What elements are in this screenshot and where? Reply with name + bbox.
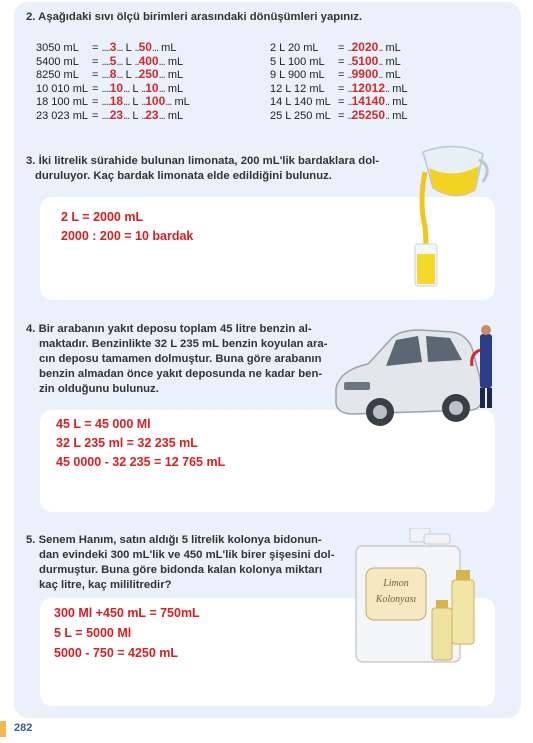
- equals-sign: =: [92, 82, 99, 95]
- liter-unit: L: [132, 96, 139, 109]
- dots: ...: [123, 96, 130, 109]
- dots: ..: [385, 96, 390, 109]
- q5-answer-line-2: 5 L = 5000 Ml: [54, 626, 132, 640]
- dots: ..: [378, 42, 383, 54]
- dots: ..: [378, 55, 383, 68]
- given-value: 12 L 12 mL: [270, 82, 325, 95]
- milliliter-unit: mL: [385, 42, 401, 54]
- answer-blank[interactable]: ....: [101, 96, 110, 109]
- dots: ...: [116, 69, 123, 82]
- q3-number: 3.: [26, 155, 36, 167]
- dots: ...: [165, 96, 172, 109]
- milliliter-unit: mL: [174, 96, 190, 109]
- liter-answer: 10: [109, 80, 124, 95]
- q5-answer-line-3: 5000 - 750 = 4250 mL: [54, 646, 179, 660]
- milliliter-answer: 2020: [351, 40, 379, 54]
- given-value: 23 023 mL: [36, 110, 88, 122]
- dots: ...: [158, 110, 165, 122]
- dots: ..: [385, 110, 390, 122]
- dots: ...: [158, 69, 165, 82]
- liter-answer: 18: [109, 94, 124, 109]
- q5-answer-line-1: 300 Ml +450 mL = 750mL: [54, 606, 200, 620]
- milliliter-answer: 5100: [351, 53, 379, 68]
- dots: ...: [151, 42, 159, 54]
- q2-right-row: [270, 82, 407, 96]
- milliliter-unit: mL: [392, 82, 408, 95]
- q2-left-row: [36, 109, 183, 123]
- answer-blank[interactable]: ..: [347, 110, 352, 122]
- milliliter-unit: mL: [385, 55, 401, 68]
- page-number: 282: [14, 722, 33, 734]
- dots: ...: [123, 110, 130, 122]
- equals-sign: =: [338, 69, 345, 82]
- given-value: 18 100 mL: [36, 96, 88, 109]
- given-value: 9 L 900 mL: [270, 69, 325, 82]
- answer-blank[interactable]: ....: [101, 69, 110, 82]
- milliliter-answer: 50: [138, 40, 152, 54]
- milliliter-unit: mL: [167, 82, 184, 95]
- q5-line-1: Senem Hanım, satın aldığı 5 litrelik kolonya bidonun-: [38, 534, 322, 546]
- equals-sign: =: [338, 82, 345, 95]
- q2-right-row: [270, 41, 401, 55]
- q4-answer-line-2: 32 L 235 ml = 32 235 mL: [56, 436, 198, 450]
- equals-sign: =: [92, 69, 99, 82]
- milliliter-answer: 23: [145, 108, 159, 122]
- answer-blank[interactable]: ..: [347, 96, 352, 109]
- car-refueling-illustration: [330, 318, 500, 436]
- q4-prompt: [26, 322, 348, 397]
- answer-blank[interactable]: ..: [347, 82, 352, 95]
- q4-number: 4.: [26, 323, 36, 335]
- liter-unit: L: [125, 69, 132, 82]
- q4-line-4: benzin almadan önce yakıt deposunda ne kadar ben-: [39, 368, 323, 380]
- given-value: 5 L 100 mL: [270, 55, 325, 68]
- milliliter-answer: 250: [138, 67, 159, 82]
- given-value: 25 L 250 mL: [270, 110, 331, 122]
- answer-blank[interactable]: ..: [141, 96, 146, 109]
- dots: ..: [385, 82, 390, 95]
- liter-unit: L: [132, 110, 139, 122]
- milliliter-answer: 12012: [351, 80, 385, 95]
- dots: ...: [158, 82, 165, 95]
- equals-sign: =: [338, 110, 345, 122]
- q2-number: 2.: [26, 11, 36, 23]
- q2-prompt: [26, 10, 362, 25]
- given-value: 10 010 mL: [36, 82, 88, 95]
- given-value: 8250 mL: [36, 69, 79, 82]
- lemonade-pitcher-illustration: [395, 132, 490, 297]
- answer-blank[interactable]: ..: [347, 69, 352, 82]
- equals-sign: =: [338, 55, 345, 68]
- milliliter-answer: 9900: [351, 67, 379, 82]
- q2-right-row: [270, 95, 407, 109]
- q3-line-2: duruluyor. Kaç bardak limonata elde edildiğini bulunuz.: [35, 170, 332, 182]
- q4-line-3: cın deposu tamamen dolmuştur. Buna göre arabanın: [39, 353, 322, 365]
- milliliter-answer: 400: [138, 53, 159, 68]
- milliliter-answer: 14140: [351, 94, 385, 109]
- q5-line-4: kaç litre, kaç mililitredir?: [39, 579, 172, 591]
- equals-sign: =: [92, 42, 99, 54]
- answer-blank[interactable]: ....: [101, 110, 110, 122]
- cologne-bottles-illustration: [352, 528, 492, 663]
- equals-sign: =: [92, 96, 99, 109]
- q5-number: 5.: [26, 534, 36, 546]
- q3-answer-line-2: 2000 : 200 = 10 bardak: [61, 229, 194, 243]
- milliliter-answer: 25250: [351, 108, 385, 122]
- cologne-label-line-2: Kolonyası: [375, 594, 417, 605]
- milliliter-unit: mL: [167, 69, 184, 82]
- page-number-accent: [0, 721, 6, 737]
- answer-blank[interactable]: ..: [134, 42, 139, 54]
- milliliter-unit: mL: [392, 96, 408, 109]
- equals-sign: =: [92, 55, 99, 68]
- answer-blank[interactable]: ..: [347, 55, 352, 68]
- given-value: 2 L 20 mL: [270, 42, 319, 54]
- milliliter-unit: mL: [392, 110, 408, 122]
- q5-line-3: durmuştur. Buna göre bidonda kalan kolonya miktarı: [39, 564, 323, 576]
- cologne-label-line-1: Limon: [383, 578, 409, 589]
- q5-prompt: [26, 533, 348, 593]
- q4-line-1: Bir arabanın yakıt deposu toplam 45 litre benzin al-: [38, 323, 312, 335]
- equals-sign: =: [338, 96, 345, 109]
- q3-answer-line-1: 2 L = 2000 mL: [61, 210, 144, 224]
- q3-line-1: İki litrelik sürahide bulunan limonata, 200 mL'lik bardaklara dol-: [38, 155, 379, 167]
- milliliter-answer: 100: [145, 94, 166, 109]
- answer-blank[interactable]: ..: [141, 82, 146, 95]
- q2-text: Aşağıdaki sıvı ölçü birimleri arasındaki dönüşümleri yapınız.: [38, 11, 363, 23]
- equals-sign: =: [92, 110, 99, 122]
- answer-blank[interactable]: ....: [101, 42, 110, 54]
- dots: ...: [158, 55, 165, 68]
- answer-blank[interactable]: ..: [347, 42, 352, 54]
- milliliter-unit: mL: [167, 110, 184, 122]
- given-value: 5400 mL: [36, 55, 79, 68]
- milliliter-unit: mL: [167, 55, 184, 68]
- q4-line-5: zin olduğunu bulunuz.: [39, 383, 159, 395]
- milliliter-answer: 10: [145, 80, 159, 95]
- q2-right-row: [270, 55, 401, 69]
- liter-answer: 5: [109, 53, 117, 68]
- liter-unit: L: [132, 82, 139, 95]
- liter-unit: L: [125, 42, 132, 54]
- equals-sign: =: [338, 42, 345, 54]
- milliliter-unit: mL: [161, 42, 177, 54]
- dots: ...: [116, 55, 123, 68]
- q4-answer-line-3: 45 0000 - 32 235 = 12 765 mL: [56, 455, 226, 469]
- dots: ...: [123, 82, 130, 95]
- liter-unit: L: [125, 55, 132, 68]
- answer-blank[interactable]: ....: [101, 55, 110, 68]
- milliliter-unit: mL: [385, 69, 401, 82]
- liter-answer: 23: [109, 108, 124, 122]
- answer-blank[interactable]: ..: [134, 55, 139, 68]
- q4-line-2: maktadır. Benzinlikte 32 L 235 mL benzin koyulan ara-: [39, 338, 328, 350]
- answer-blank[interactable]: ....: [101, 82, 110, 95]
- dots: ..: [378, 69, 383, 82]
- q3-prompt: [26, 154, 406, 184]
- q5-line-2: dan evindeki 300 mL'lik ve 450 mL'lik birer şişesini dol-: [39, 549, 335, 561]
- answer-blank[interactable]: ..: [134, 69, 139, 82]
- given-value: 14 L 140 mL: [270, 96, 331, 109]
- liter-answer: 3: [109, 40, 117, 54]
- given-value: 3050 mL: [36, 42, 79, 54]
- q2-right-row: [270, 109, 407, 123]
- answer-blank[interactable]: ..: [141, 110, 146, 122]
- dots: ...: [116, 42, 123, 54]
- q4-answer-line-1: 45 L = 45 000 Ml: [56, 417, 151, 431]
- liter-answer: 8: [109, 67, 117, 82]
